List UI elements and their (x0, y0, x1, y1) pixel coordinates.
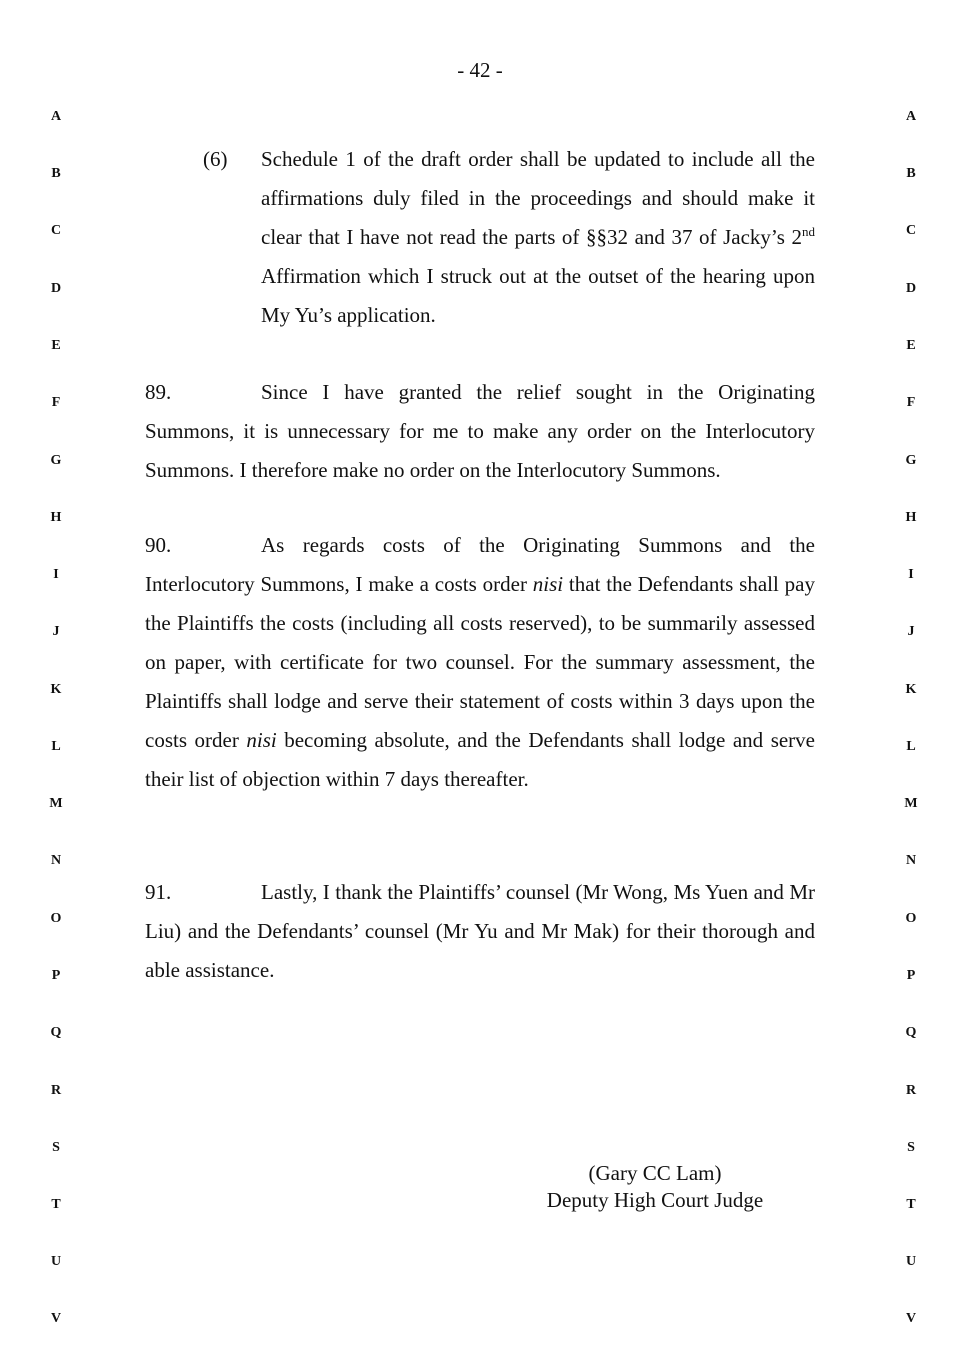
margin-letter: G (905, 453, 917, 468)
italic-term: nisi (532, 572, 564, 596)
sub-paragraph-text: Affirmation which I struck out at the outset of the hearing upon My Yu’s application. (261, 264, 815, 327)
left-margin-letters (44, 0, 68, 1358)
margin-letter: T (906, 1197, 916, 1212)
paragraph-90 (145, 526, 815, 799)
margin-letter: Q (50, 1025, 62, 1040)
margin-letter: G (50, 453, 62, 468)
margin-letter: I (53, 567, 59, 582)
margin-letter: O (50, 911, 62, 926)
margin-letter: C (50, 223, 62, 238)
signature-block (520, 1160, 790, 1214)
margin-letter: C (905, 223, 917, 238)
margin-letter: S (907, 1140, 915, 1155)
margin-letter: A (905, 109, 917, 124)
margin-letter: D (905, 281, 917, 296)
margin-letter: M (904, 796, 918, 811)
italic-term: nisi (246, 728, 277, 752)
margin-letter: R (50, 1083, 62, 1098)
margin-letter: H (50, 510, 62, 525)
margin-letter: E (51, 338, 61, 353)
judge-name: (Gary CC Lam) (588, 1161, 722, 1185)
sub-paragraph-number: (6) (203, 147, 228, 171)
margin-letter: K (50, 682, 62, 697)
paragraph-text: that the Defendants shall pay the Plaintiffs the costs (including all costs reserved), to be summarily assessed on paper, with certificate for two counsel. For the summary assessment, the Plaintiffs shall lodge and serve their statement of costs within 3 days upon the costs order (145, 572, 815, 752)
margin-letter: P (906, 968, 916, 983)
paragraph-number: 90. (145, 533, 172, 557)
margin-letter: L (906, 739, 916, 754)
margin-letter: N (50, 853, 62, 868)
margin-letter: A (50, 109, 62, 124)
paragraph-89 (145, 373, 815, 490)
margin-letter: L (51, 739, 61, 754)
margin-letter: J (907, 624, 915, 639)
margin-letter: T (51, 1197, 61, 1212)
paragraph-number: 91. (145, 880, 172, 904)
margin-letter: B (51, 166, 61, 181)
page-number: - 42 - (457, 58, 503, 82)
paragraph-text: Lastly, I thank the Plaintiffs’ counsel (Mr Wong, Ms Yuen and Mr Liu) and the Defendants’ counsel (Mr Yu and Mr Mak) for their thorough and able assistance. (145, 880, 815, 982)
margin-letter: I (908, 567, 914, 582)
margin-letter: V (50, 1311, 62, 1326)
margin-letter: H (905, 510, 917, 525)
margin-letter: F (906, 395, 916, 410)
margin-letter: M (49, 796, 63, 811)
paragraph-number: 89. (145, 380, 172, 404)
margin-letter: U (905, 1254, 917, 1269)
margin-letter: K (905, 682, 917, 697)
margin-letter: J (52, 624, 60, 639)
ordinal-superscript: nd (802, 224, 815, 239)
paragraph-text: As regards costs of the Originating Summons and the Interlocutory Summons, I make a costs order (145, 533, 815, 596)
margin-letter: Q (905, 1025, 917, 1040)
margin-letter: V (905, 1311, 917, 1326)
margin-letter: E (906, 338, 916, 353)
margin-letter: O (905, 911, 917, 926)
margin-letter: N (905, 853, 917, 868)
margin-letter: D (50, 281, 62, 296)
margin-letter: P (51, 968, 61, 983)
margin-letter: B (906, 166, 916, 181)
paragraph-text: Since I have granted the relief sought in the Originating Summons, it is unnecessary for me to make any order on the Interlocutory Summons. I therefore make no order on the Interlocutory Summons. (145, 380, 815, 482)
paragraph-91 (145, 873, 815, 990)
margin-letter: R (905, 1083, 917, 1098)
margin-letter: F (51, 395, 61, 410)
sub-paragraph-text: Schedule 1 of the draft order shall be updated to include all the affirmations duly filed in the proceedings and should make it clear that I have not read the parts of §§32 and 37 of Jacky’s 2 (261, 147, 815, 249)
judge-title: Deputy High Court Judge (546, 1188, 764, 1212)
margin-letter: U (50, 1254, 62, 1269)
margin-letter: S (52, 1140, 60, 1155)
sub-paragraph-6 (261, 140, 815, 335)
paragraph-text: becoming absolute, and the Defendants shall lodge and serve their list of objection within 7 days thereafter. (145, 728, 816, 791)
right-margin-letters (899, 0, 923, 1358)
